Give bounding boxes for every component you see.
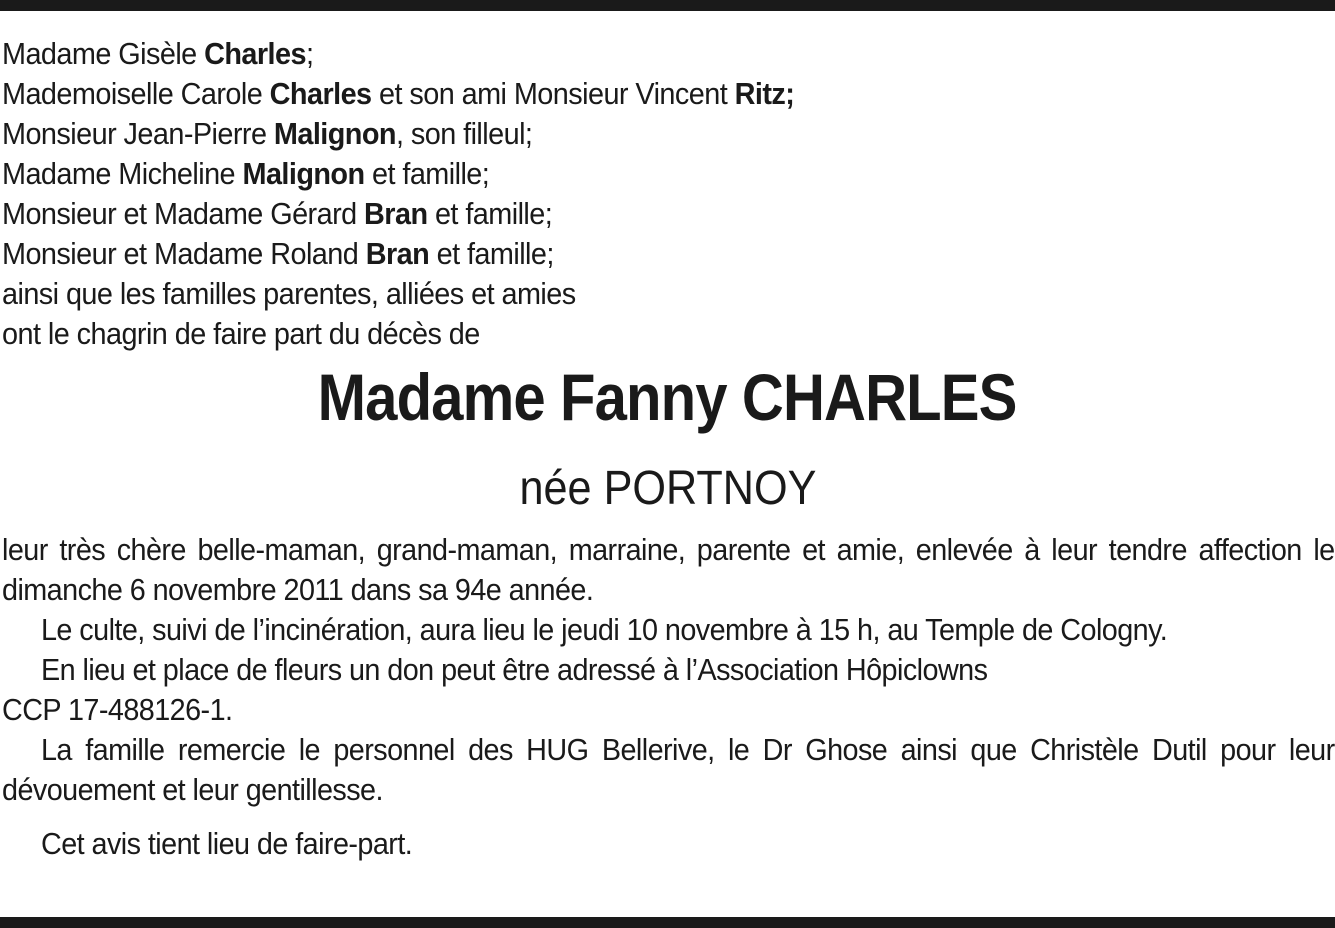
top-rule — [0, 0, 1335, 11]
paragraph-thanks: La famille remercie le personnel des HUG Bellerive, le Dr Ghose ainsi que Christèle Dutil pour leur dévouement et leur gentillesse. — [2, 732, 1335, 807]
family-line — [2, 274, 1239, 314]
family-line-text: et famille; — [427, 196, 553, 231]
family-line-text: ont le chagrin de faire part du décès de — [2, 316, 480, 351]
family-line-text: et son ami Monsieur Vincent — [371, 76, 735, 111]
family-line — [2, 234, 1239, 274]
family-line — [2, 34, 1239, 74]
family-surname: Malignon — [273, 116, 396, 151]
paragraph-donation: En lieu et place de fleurs un don peut être adressé à l’Association Hôpiclowns — [40, 652, 988, 687]
family-surname: Charles — [269, 76, 372, 111]
paragraph-closing: Cet avis tient lieu de faire-part. — [40, 826, 413, 861]
family-line-text: Monsieur Jean-Pierre — [2, 116, 274, 151]
family-surname: Charles — [204, 36, 306, 71]
paragraph-ccp: CCP 17-488126-1. — [2, 692, 233, 727]
family-list — [2, 34, 1239, 354]
maiden-name — [0, 459, 1335, 519]
notice-body — [2, 530, 1335, 864]
deceased-name-text: Madame Fanny CHARLES — [318, 360, 1017, 434]
bottom-rule — [0, 917, 1335, 928]
family-line-text: Madame Micheline — [2, 156, 243, 191]
family-line-text: et famille; — [364, 156, 490, 191]
maiden-name-text: née PORTNOY — [519, 462, 816, 515]
family-surname: Bran — [365, 236, 430, 271]
family-line-text: Monsieur et Madame Gérard — [2, 196, 365, 231]
family-line — [2, 74, 1239, 114]
family-surname: Malignon — [242, 156, 365, 191]
family-line-text: Monsieur et Madame Roland — [2, 236, 366, 271]
family-line-text: Mademoiselle Carole — [2, 76, 270, 111]
family-line-text: et famille; — [429, 236, 554, 271]
paragraph-tribute: leur très chère belle-maman, grand-maman, marraine, parente et amie, enlevée à leur tendre affection le dimanche 6 novembre 2011 dans sa 94e année. — [2, 532, 1335, 607]
family-line — [2, 314, 1239, 354]
family-line — [2, 114, 1239, 154]
family-line-text: ; — [305, 36, 314, 71]
family-line-text: Madame Gisèle — [2, 36, 205, 71]
deceased-name — [0, 356, 1335, 438]
family-surname: Ritz; — [734, 76, 795, 111]
family-line-text: , son filleul; — [395, 116, 533, 151]
paragraph-ceremony: Le culte, suivi de l’incinération, aura lieu le jeudi 10 novembre à 15 h, au Temple de Cologny. — [40, 612, 1168, 647]
family-line-text: ainsi que les familles parentes, alliées et amies — [2, 276, 576, 311]
family-surname: Bran — [364, 196, 428, 231]
family-line — [2, 194, 1239, 234]
family-line — [2, 154, 1239, 194]
